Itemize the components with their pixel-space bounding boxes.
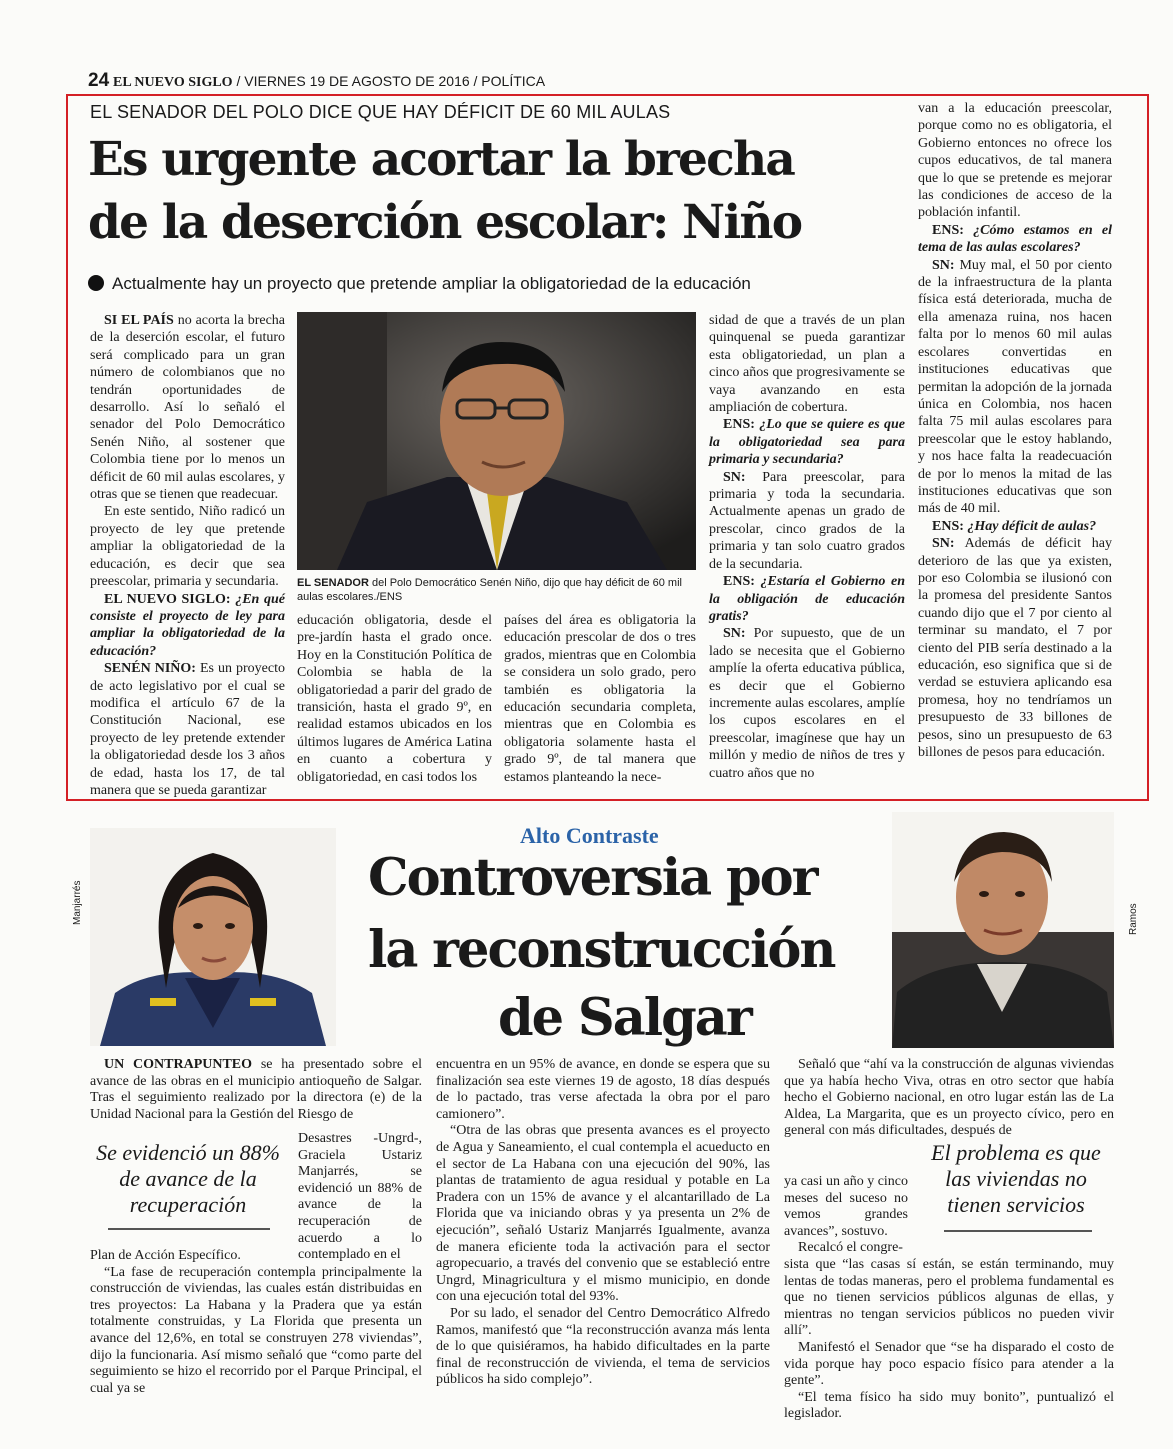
article2-col1: UN CONTRAPUNTEO se ha presentado sobre el avance de las obras en el municipio antioqueño de Salgar. Tras el seguimiento realizado por la directora (e) de la Unidad Nacional para la Gestión del Riesgo de: [90, 1057, 422, 1122]
article1-kicker: EL SENADOR DEL POLO DICE QUE HAY DÉFICIT DE 60 MIL AULAS: [90, 102, 671, 122]
pull-quote-right-rule: [944, 1230, 1092, 1232]
article1-headline-line2: de la deserción escolar: Niño: [88, 195, 802, 250]
photo-label-ramos: Ramos: [1128, 903, 1139, 935]
page-header: [88, 70, 545, 92]
photo-ramos: [892, 812, 1114, 1048]
bullet-icon: [88, 275, 104, 291]
manjarres-photo-illustration: [90, 828, 336, 1046]
article2-col2: encuentra en un 95% de avance, en donde se espera que su finalización sea este viernes 19 de agosto, 18 días después de lo pactado, tras verse afectada la obra por el paro camionero”. “Otra de las obras que presenta avances es el proyecto de Agua y Saneamiento, el cual contempla el acueducto en el sector de La Habana con una ejecución del 90%, las plantas de tratamiento de agua residual y potable en La Pradera con un 15% de avance y el alcantarillado de La Florida que va iniciando obras y ya presenta un 2% de ejecución”, señaló Ustariz Manjarrés Igualmente, avanza de manera eficiente toda la activación para el sector agropecuario, a través del convenio que se estableció entre Ungrd, Minagricultura y el mismo municipio, en donde con una ejecución total del 93%. Por su lado, el senador del Centro Democrático Alfredo Ramos, manifestó que “la reconstrucción avanza más lenta de lo que quisiéramos, ha habido dificultades en la parte final de reconstrucción de vivienda, el tema de servicios públicos ha sido complejo”.: [436, 1057, 770, 1388]
pull-quote-right: El problema es que las viviendas no tienen servicios: [931, 1140, 1101, 1217]
photo-label-manjarres: Manjarrés: [72, 880, 83, 925]
article1-col1: SI EL PAÍS no acorta la brecha de la deserción escolar, el futuro será complicado para un gran número de colombianos que no tendrán oportunidades de desarrollo. Así lo señaló el senador del Polo Democrático Senén Niño, al sostener que Colombia tiene por lo menos un déficit de 60 mil aulas escolares, y otras que se tienen que readecuar. En este sentido, Niño radicó un proyecto de ley que pretende ampliar la obligatoriedad de la educación, es decir que sea preescolar, primaria y secundaria. EL NUEVO SIGLO: ¿En qué consiste el proyecto de ley para ampliar la obligatoriedad de la educación? SENÉN NIÑO: Es un proyecto de acto legislativo por el cual se modifica el artículo 67 de la Constitución Nacional, ese proyecto de ley pretende extender la obligatoriedad desde los 3 años de edad, hasta los 17, de tal manera que se pueda garantizar: [90, 313, 285, 798]
article2-col3-cont: sista que “las casas sí están, se están terminando, muy lentas de todas maneras, pero el problema fundamental es que no tienen servicios públicos algunas de ellas, y mientras no tengan servicios públicos no pueden vivir allí”. Manifestó el Senador que “se ha disparado el costo de vida porque hay poco espacio físico para atender a la gente”. “El tema físico ha sido muy bonito”, puntualizó el legislador.: [784, 1257, 1114, 1422]
article2-col1-cont: Plan de Acción Específico. “La fase de recuperación contempla principalmente la construcción de viviendas, las cuales están distribuidas en tres proyectos: La Habana y la Pradera que ya están totalmente construidas, y La Florida que presenta un avance del 12,6%, en total se construyen 278 viviendas”, dijo la funcionaria. Así mismo señaló que “como parte del seguimiento se hizo el recorrido por el Parque Principal, el cual ya se: [90, 1248, 422, 1396]
article2-headline-line1: Controversia por: [368, 848, 817, 908]
article1-col3: países del área es obligatoria la educación prescolar de dos o tres grados, mientras que en Colombia se considera un solo grado, pero también es obligatoria la educación secundaria completa, mientras que en Colombia es obligatoria solamente hasta el grado 9º, de tal manera que estamos planteando la nece-: [504, 613, 696, 785]
article1-col4: sidad de que a través de un plan quinquenal se pueda garantizar esta obligatoriedad, un plan a cinco años que progresivamente se vaya avanzando en esta ampliación de cobertura. ENS: ¿Lo que se quiere es que la obligatoriedad sea para primaria y secundaria? SN: Para preescolar, para primaria y toda la secundaria. Actualmente apenas un grado de prescolar, cinco grados de la primaria y tan solo cuatro grados de la secundaria. ENS: ¿Estaría el Gobierno en la obligación de educación gratis? SN: Por supuesto, que de un lado se necesita que el Gobierno amplíe la oferta educativa pública, es decir que el Gobierno incremente aulas escolares, amplíe los cupos escolares en el preescolar, imagínese que hay un millón y medio de niños de tres y cuatro años que no: [709, 313, 905, 781]
ramos-photo-illustration: [892, 812, 1114, 1048]
photo-manjarres: [90, 828, 336, 1046]
article2-headline-line3: de Salgar: [498, 988, 751, 1048]
senator-photo-illustration: [297, 312, 696, 570]
pull-quote-left-rule: [108, 1228, 270, 1230]
article1-photo-caption: EL SENADOR del Polo Democrático Senén Niño, dijo que hay déficit de 60 mil aulas escolares./ENS: [297, 577, 682, 603]
section-label-alto-contraste: Alto Contraste: [520, 823, 659, 848]
article2-col3-wrap: ya casi un año y cinco meses del suceso no vemos grandes avances”, sostuvo. Recalcó el congre-: [784, 1174, 909, 1256]
page-number: 24: [88, 70, 110, 91]
article1-deck: Actualmente hay un proyecto que pretende ampliar la obligatoriedad de la educación: [88, 274, 751, 294]
paper-name: EL NUEVO SIGLO: [113, 75, 233, 90]
article2-headline-line2: la reconstrucción: [368, 920, 835, 980]
article2-col3-top: Señaló que “ahí va la construcción de algunas viviendas que ya había hecho Viva, otras en otro sector que había hecho el Gobierno nacional, en otro lugar están las de La Aldea, La Margarita, que es un proyecto cívico, pero en general con más dificultades, después de: [784, 1057, 1114, 1139]
article1-col2: educación obligatoria, desde el pre-jardín hasta el grado once. Hoy en la Constitución Política de Colombia se habla de la obligatoriedad a parir del grado de transición, hasta el grado 9º, en realidad estamos ubicados en los últimos lugares de América Latina en cuanto a cobertura y obligatoriedad, en casi todos los: [297, 613, 492, 785]
article1-col5: van a la educación preescolar, porque como no es obligatoria, el Gobierno entonces no ofrece los cupos educativos, de tal manera que lo que se pretende es mejorar las condiciones de acceso de la población infantil. ENS: ¿Cómo estamos en el tema de las aulas escolares? SN: Muy mal, el 50 por ciento de la infraestructura de la planta física está deteriorada, mucha de ella amenaza ruina, nos hacen falta por lo menos 60 mil aulas escolares convertidas en instituciones educativas que permitan la adopción de la jornada única en Colombia, nos hacen falta 75 mil aulas escolares para preescolar que le estoy hablando, y nos hace falta la readecuación de por lo menos la mitad de las instituciones educativas que son más de 40 mil. ENS: ¿Hay déficit de aulas? SN: Además de déficit hay deterioro de las que ya existen, por eso Colombia se ilusionó con la promesa del presidente Santos cuando dijo que el 7 por ciento al terminar su mandato, el 7 por ciento del PIB sería destinado a la educación, eso significa que si de verdad se estuviera aplicando esa promesa, hoy no tendríamos un presupuesto de 33 billones de pesos, sino un presupuesto de 63 billones de pesos para educación.: [918, 101, 1112, 761]
article1-photo-senator: [297, 312, 696, 570]
date-section: / VIERNES 19 DE AGOSTO DE 2016 / POLÍTICA: [232, 73, 546, 89]
article1-headline: [88, 128, 801, 254]
article2-col1-wrap: Desastres -Ungrd-, Graciela Ustariz Manjarrés, se evidenció un 88% de avance de la recuperación de acuerdo a lo contemplado en el: [298, 1131, 422, 1263]
pull-quote-left: Se evidenció un 88% de avance de la recuperación: [96, 1140, 280, 1217]
article1-headline-line1: Es urgente acortar la brecha: [88, 132, 795, 187]
